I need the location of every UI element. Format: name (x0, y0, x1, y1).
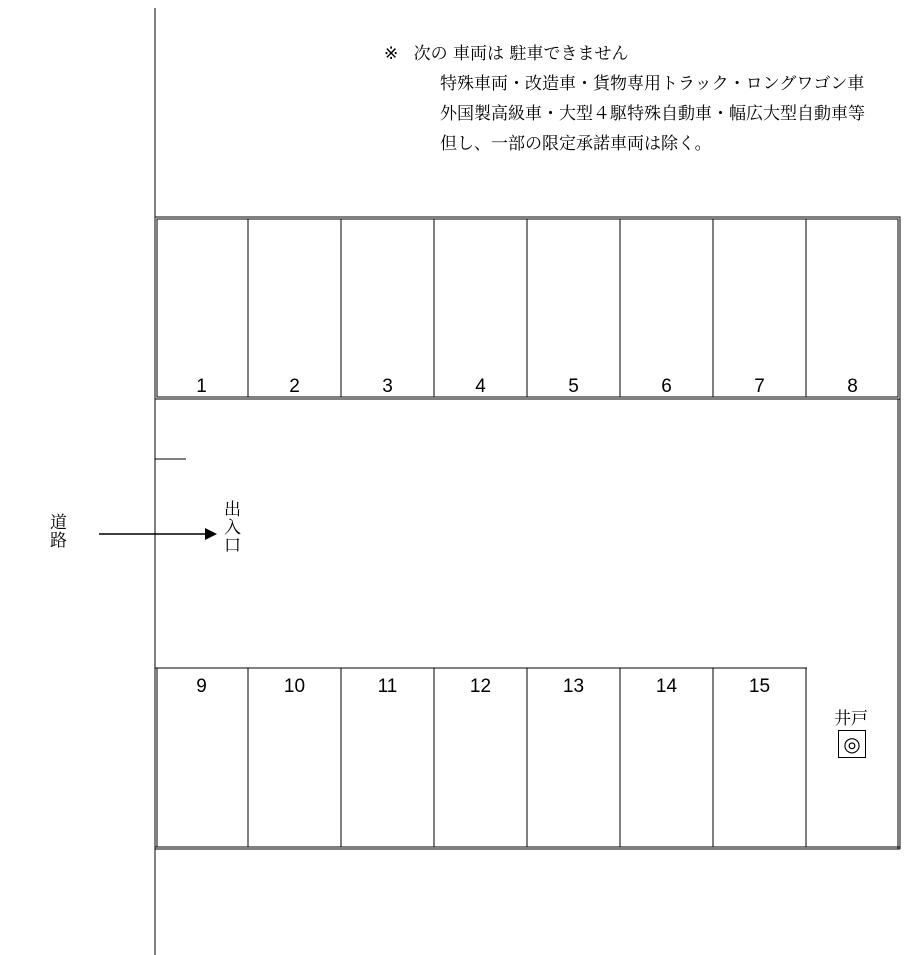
space-number: 5 (568, 376, 579, 397)
bottom-space-dividers (248, 668, 806, 847)
space-number: 2 (289, 376, 300, 397)
well-label: 井戸 (834, 709, 868, 729)
notice-heading: 次の 車両は 駐車できません (413, 44, 629, 64)
notice-line: 但し、一部の限定承諾車両は除く。 (440, 134, 712, 154)
space-number: 11 (377, 676, 398, 697)
space-number: 6 (661, 376, 672, 397)
space-number: 10 (283, 676, 306, 697)
notice-line: 特殊車両・改造車・貨物専用トラック・ロングワゴン車 (440, 74, 865, 94)
space-number: 8 (847, 376, 858, 397)
well-symbol-glyph: ◎ (843, 732, 861, 756)
space-number: 13 (562, 676, 585, 697)
road-arrow-head (205, 528, 217, 540)
notice-line: 外国製高級車・大型４駆特殊自動車・幅広大型自動車等 (440, 104, 865, 124)
space-number: 15 (748, 676, 771, 697)
space-number: 7 (754, 376, 765, 397)
space-number: 4 (475, 376, 486, 397)
space-number: 9 (196, 676, 207, 697)
notice-heading-row (384, 40, 628, 69)
top-space-dividers (248, 219, 806, 397)
road-label: 道路 (46, 513, 66, 549)
entrance-label: 出入口 (220, 500, 240, 554)
space-number: 3 (382, 376, 393, 397)
bottom-space-numbers (196, 676, 770, 697)
space-number: 14 (655, 676, 678, 697)
well-symbol-icon (838, 730, 866, 758)
space-number: 1 (196, 376, 207, 397)
notice-mark: ※ (384, 44, 399, 64)
space-number: 12 (469, 676, 492, 697)
